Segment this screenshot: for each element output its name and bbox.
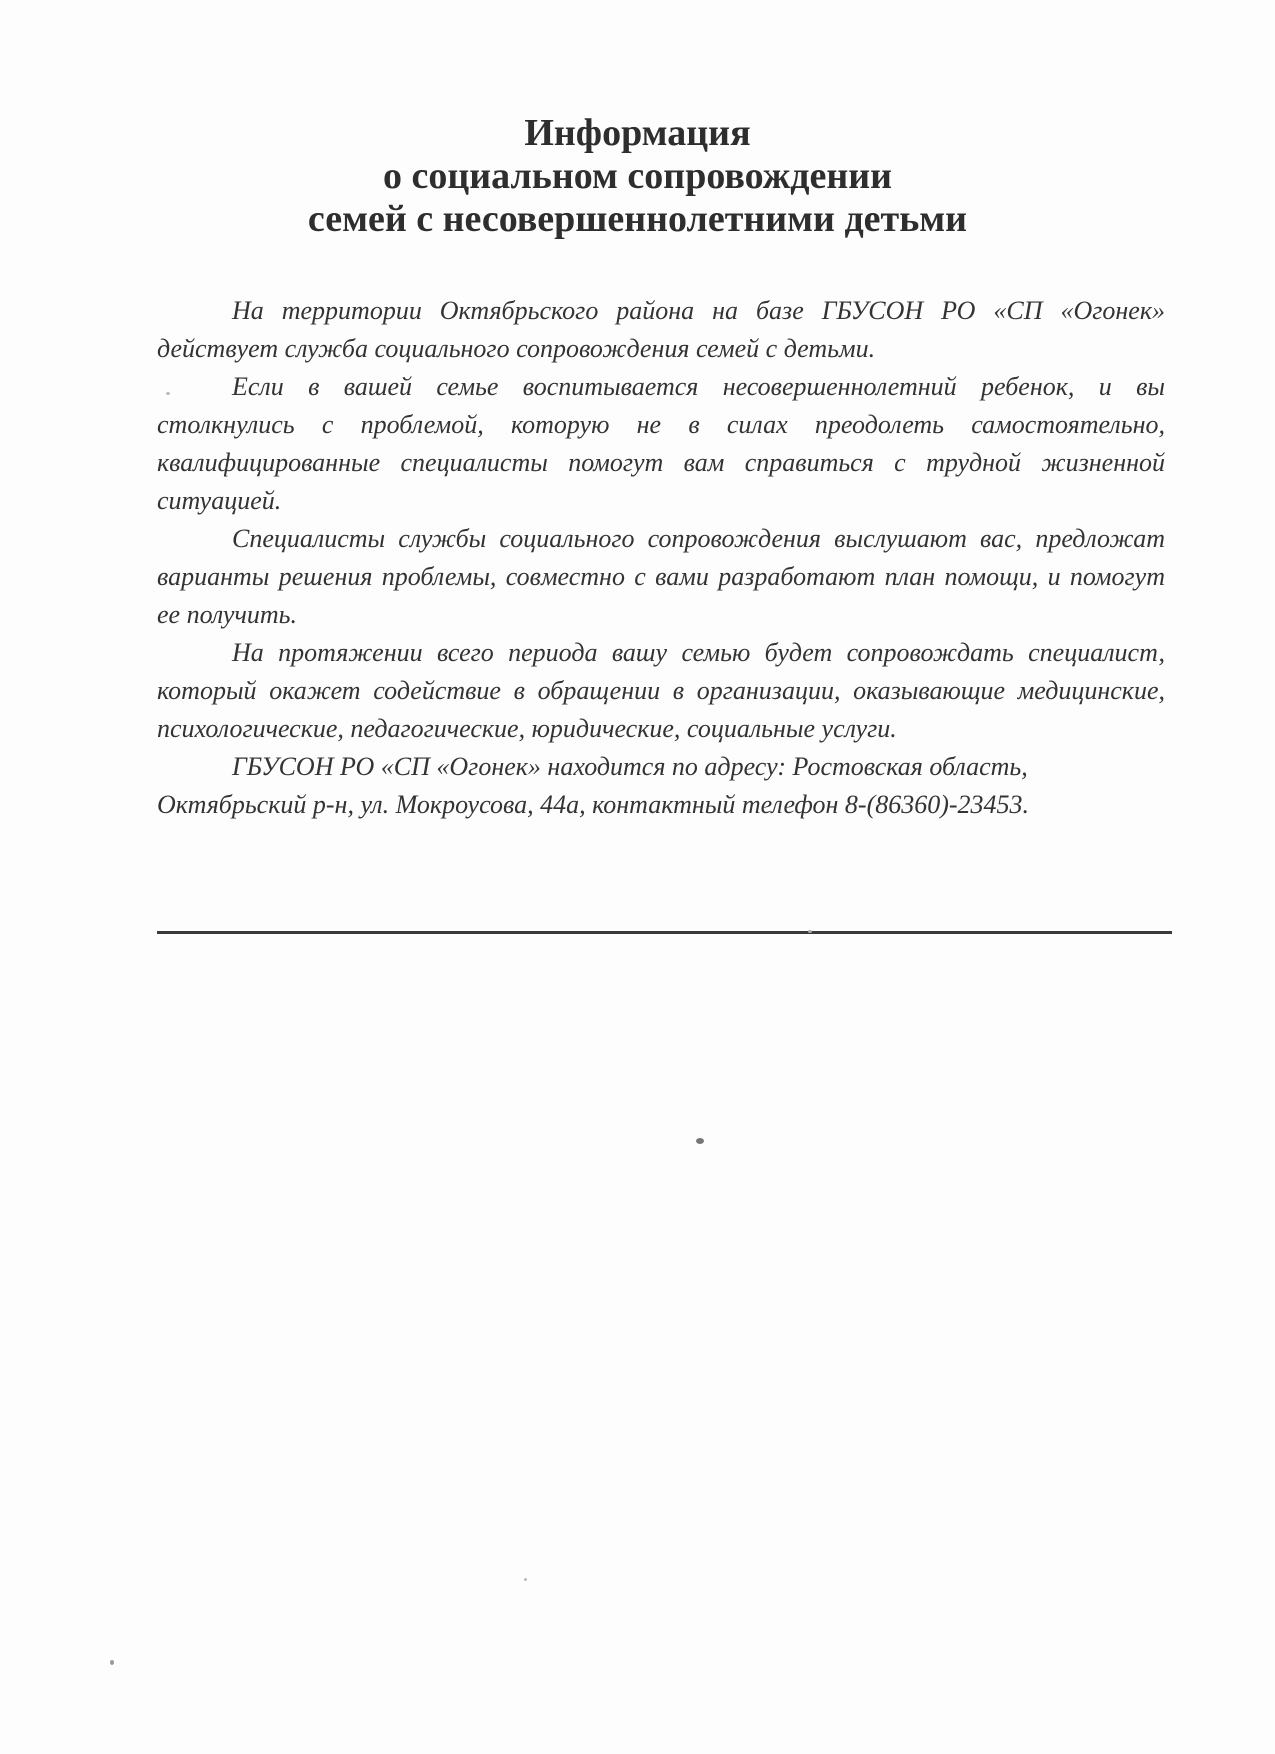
paragraph-service-intro: На территории Октябрьского района на базе ГБУСОН РО «СП «Огонек» действует служба социального сопровождения семей с детьми. (157, 296, 1165, 363)
scan-speck (110, 1660, 114, 1665)
document-title (0, 112, 1275, 241)
paragraph-specialists: Специалисты службы социального сопровождения выслушают вас, предложат варианты решения проблемы, совместно с вами разработают план помощи, и помогут ее получить. (157, 524, 1165, 629)
scan-speck (696, 1138, 704, 1144)
document-body (157, 292, 1165, 824)
scan-speck (524, 1578, 527, 1581)
title-line: семей с несовершеннолетними детьми (307, 198, 968, 240)
scan-speck (808, 930, 812, 933)
scan-speck (166, 392, 170, 395)
horizontal-divider (157, 931, 1172, 934)
paragraph-address: ГБУСОН РО «СП «Огонек» находится по адресу: Ростовская область, Октябрьский р-н, ул. Мокроусова, 44а, контактный телефон 8-(86360)-23453. (157, 752, 1030, 819)
title-line: Информация (524, 112, 751, 154)
paragraph-support-period: На протяжении всего периода вашу семью будет сопровождать специалист, который окажет содействие в обращении в организации, оказывающие медицинские, психологические, педагогические, юридические, социальные услуги. (157, 638, 1165, 743)
paragraph-if-problem: Если в вашей семье воспитывается несовершеннолетний ребенок, и вы столкнулись с проблемой, которую не в силах преодолеть самостоятельно, квалифицированные специалисты помогут вам справиться с трудной жизненной ситуацией. (157, 372, 1165, 515)
title-line: о социальном сопровождении (382, 155, 893, 197)
